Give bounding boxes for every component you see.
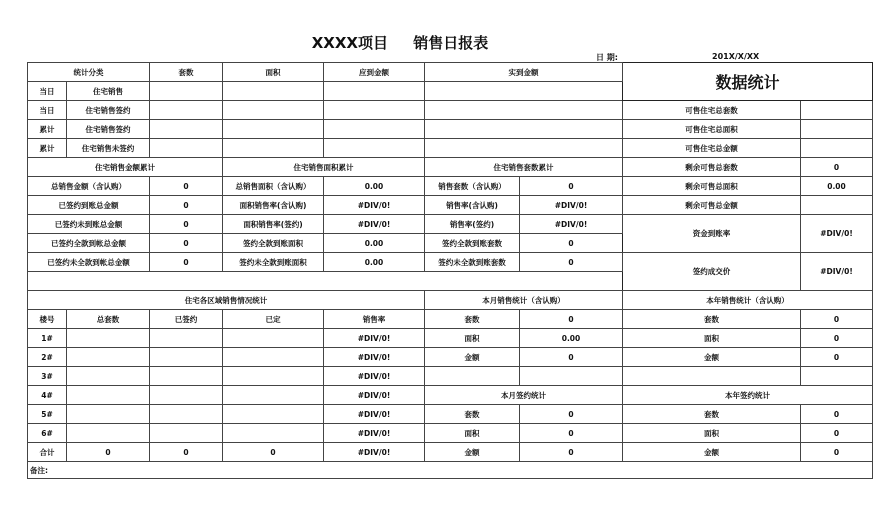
header-due-amount: 应到金额 bbox=[324, 63, 425, 82]
cumulative-value: 0.00 bbox=[324, 253, 425, 272]
period-stat-label: 面积 bbox=[623, 424, 801, 443]
cumulative-label: 已签约未全款到帐总金额 bbox=[28, 253, 150, 272]
stats-label: 资金到账率 bbox=[623, 215, 801, 253]
building-cell: 2# bbox=[28, 348, 67, 367]
category-cell: 住宅销售 bbox=[67, 82, 150, 101]
building-cell: 4# bbox=[28, 386, 67, 405]
period-stat-label: 面积 bbox=[425, 424, 520, 443]
cumulative-value: 0 bbox=[150, 234, 223, 253]
region-title: 住宅各区域销售情况统计 bbox=[28, 291, 425, 310]
period-stat-label: 面积 bbox=[623, 329, 801, 348]
cumulative-label: 销售套数（含认购） bbox=[425, 177, 520, 196]
period-stat-value: 0 bbox=[801, 348, 873, 367]
cumulative-row bbox=[28, 215, 873, 234]
stats-value bbox=[801, 120, 873, 139]
stats-title: 数据统计 bbox=[623, 63, 873, 101]
cumulative-value: #DIV/0! bbox=[520, 215, 623, 234]
cumulative-row bbox=[28, 196, 873, 215]
category-cell: 住宅销售签约 bbox=[67, 120, 150, 139]
period-stat-label: 金额 bbox=[425, 348, 520, 367]
stats-value: 0.00 bbox=[801, 177, 873, 196]
date-value: 201X/X/XX bbox=[712, 52, 760, 61]
header-reserved: 已定 bbox=[223, 310, 324, 329]
cumulative-value: 0 bbox=[520, 234, 623, 253]
month-sales-title: 本月销售统计（含认购） bbox=[425, 291, 623, 310]
cumulative-label: 签约未全款到账面积 bbox=[223, 253, 324, 272]
cumulative-value: #DIV/0! bbox=[520, 196, 623, 215]
rate-cell: #DIV/0! bbox=[324, 405, 425, 424]
period-stat-label: 面积 bbox=[425, 329, 520, 348]
region-row bbox=[28, 348, 873, 367]
period-stat-label: 套数 bbox=[425, 310, 520, 329]
rate-cell: #DIV/0! bbox=[324, 424, 425, 443]
rate-cell: #DIV/0! bbox=[324, 367, 425, 386]
cumulative-header-row bbox=[28, 158, 873, 177]
cumulative-label: 签约未全款到账套数 bbox=[425, 253, 520, 272]
period-stat-label: 金额 bbox=[425, 443, 520, 462]
year-sales-title: 本年销售统计（含认购） bbox=[623, 291, 873, 310]
stats-value bbox=[801, 101, 873, 120]
period-stat-value: 0 bbox=[520, 348, 623, 367]
stats-value: #DIV/0! bbox=[801, 253, 873, 291]
region-header-row bbox=[28, 310, 873, 329]
stats-label: 可售住宅总套数 bbox=[623, 101, 801, 120]
building-cell: 3# bbox=[28, 367, 67, 386]
stats-label: 可售住宅总面积 bbox=[623, 120, 801, 139]
cumulative-value: 0 bbox=[150, 196, 223, 215]
daily-row bbox=[28, 120, 873, 139]
daily-row bbox=[28, 139, 873, 158]
stats-value bbox=[801, 196, 873, 215]
period-cell: 累计 bbox=[28, 120, 67, 139]
region-row bbox=[28, 367, 873, 386]
project-name: XXXX项目 bbox=[311, 34, 388, 52]
region-row bbox=[28, 329, 873, 348]
building-cell: 1# bbox=[28, 329, 67, 348]
cumulative-label: 销售率(含认购) bbox=[425, 196, 520, 215]
cumulative-label: 签约全款到账套数 bbox=[425, 234, 520, 253]
report-name: 销售日报表 bbox=[413, 34, 489, 52]
header-total: 总套数 bbox=[67, 310, 150, 329]
region-title-row bbox=[28, 291, 873, 310]
cumulative-row bbox=[28, 177, 873, 196]
header-rate: 销售率 bbox=[324, 310, 425, 329]
period-stat-label: 金额 bbox=[623, 348, 801, 367]
period-stat-value: 0 bbox=[801, 329, 873, 348]
cumulative-value: #DIV/0! bbox=[324, 215, 425, 234]
daily-header-row bbox=[28, 63, 873, 82]
cumulative-value: 0.00 bbox=[324, 177, 425, 196]
header-area: 面积 bbox=[223, 63, 324, 82]
category-cell: 住宅销售签约 bbox=[67, 101, 150, 120]
rate-cell: #DIV/0! bbox=[324, 443, 425, 462]
remarks-label: 备注: bbox=[28, 462, 873, 479]
area-cumulative-title: 住宅销售面积累计 bbox=[223, 158, 425, 177]
month-signed-title: 本月签约统计 bbox=[425, 386, 623, 405]
period-stat-value: 0 bbox=[801, 424, 873, 443]
building-cell: 5# bbox=[28, 405, 67, 424]
region-row bbox=[28, 386, 873, 405]
period-stat-label: 金额 bbox=[623, 443, 801, 462]
header-category: 统计分类 bbox=[28, 63, 150, 82]
period-stat-value: 0 bbox=[801, 405, 873, 424]
header-received-amount: 实到金额 bbox=[425, 63, 623, 82]
cumulative-label: 总销售金额（含认购） bbox=[28, 177, 150, 196]
cumulative-label: 已签约未到账总金额 bbox=[28, 215, 150, 234]
amount-cumulative-title: 住宅销售金额累计 bbox=[28, 158, 223, 177]
stats-value: #DIV/0! bbox=[801, 215, 873, 253]
cumulative-value: 0 bbox=[520, 177, 623, 196]
period-stat-value: 0 bbox=[520, 424, 623, 443]
period-stat-label: 套数 bbox=[623, 405, 801, 424]
cumulative-value: 0 bbox=[150, 215, 223, 234]
period-stat-label: 套数 bbox=[425, 405, 520, 424]
year-signed-title: 本年签约统计 bbox=[623, 386, 873, 405]
cumulative-value: #DIV/0! bbox=[324, 196, 425, 215]
units-cumulative-title: 住宅销售套数累计 bbox=[425, 158, 623, 177]
header-signed: 已签约 bbox=[150, 310, 223, 329]
period-cell: 当日 bbox=[28, 101, 67, 120]
cumulative-value: 0 bbox=[150, 253, 223, 272]
period-stat-value: 0.00 bbox=[520, 329, 623, 348]
cumulative-label: 已签约到账总金额 bbox=[28, 196, 150, 215]
rate-cell: #DIV/0! bbox=[324, 386, 425, 405]
stats-label: 签约成交价 bbox=[623, 253, 801, 291]
stats-label: 剩余可售总套数 bbox=[623, 158, 801, 177]
header-units: 套数 bbox=[150, 63, 223, 82]
region-row bbox=[28, 424, 873, 443]
cumulative-label: 面积销售率(含认购) bbox=[223, 196, 324, 215]
cumulative-label: 签约全款到账面积 bbox=[223, 234, 324, 253]
region-total-row: 合计 0 0 0 #DIV/0! 金额 0 金额 0 bbox=[28, 443, 873, 462]
stats-label: 剩余可售总面积 bbox=[623, 177, 801, 196]
report-title bbox=[0, 32, 800, 53]
cumulative-label: 销售率(签约) bbox=[425, 215, 520, 234]
cumulative-label: 面积销售率(签约) bbox=[223, 215, 324, 234]
period-stat-value: 0 bbox=[520, 405, 623, 424]
cumulative-label: 已签约全款到帐总金额 bbox=[28, 234, 150, 253]
building-cell: 合计 bbox=[28, 443, 67, 462]
period-cell: 累计 bbox=[28, 139, 67, 158]
rate-cell: #DIV/0! bbox=[324, 329, 425, 348]
stats-label: 可售住宅总金额 bbox=[623, 139, 801, 158]
period-stat-value: 0 bbox=[520, 443, 623, 462]
period-cell: 当日 bbox=[28, 82, 67, 101]
stats-value bbox=[801, 139, 873, 158]
category-cell: 住宅销售未签约 bbox=[67, 139, 150, 158]
period-stat-label: 套数 bbox=[623, 310, 801, 329]
period-stat-value: 0 bbox=[801, 443, 873, 462]
region-row bbox=[28, 405, 873, 424]
cumulative-label: 总销售面积（含认购） bbox=[223, 177, 324, 196]
cumulative-value: 0 bbox=[520, 253, 623, 272]
sales-report-table bbox=[27, 62, 873, 479]
cumulative-value: 0 bbox=[150, 177, 223, 196]
header-building: 楼号 bbox=[28, 310, 67, 329]
date-label: 日 期: bbox=[596, 53, 618, 62]
daily-row bbox=[28, 101, 873, 120]
period-stat-value: 0 bbox=[801, 310, 873, 329]
period-stat-value: 0 bbox=[520, 310, 623, 329]
rate-cell: #DIV/0! bbox=[324, 348, 425, 367]
stats-value: 0 bbox=[801, 158, 873, 177]
cumulative-value: 0.00 bbox=[324, 234, 425, 253]
remarks-row bbox=[28, 462, 873, 479]
stats-label: 剩余可售总金额 bbox=[623, 196, 801, 215]
building-cell: 6# bbox=[28, 424, 67, 443]
cumulative-row bbox=[28, 253, 873, 272]
